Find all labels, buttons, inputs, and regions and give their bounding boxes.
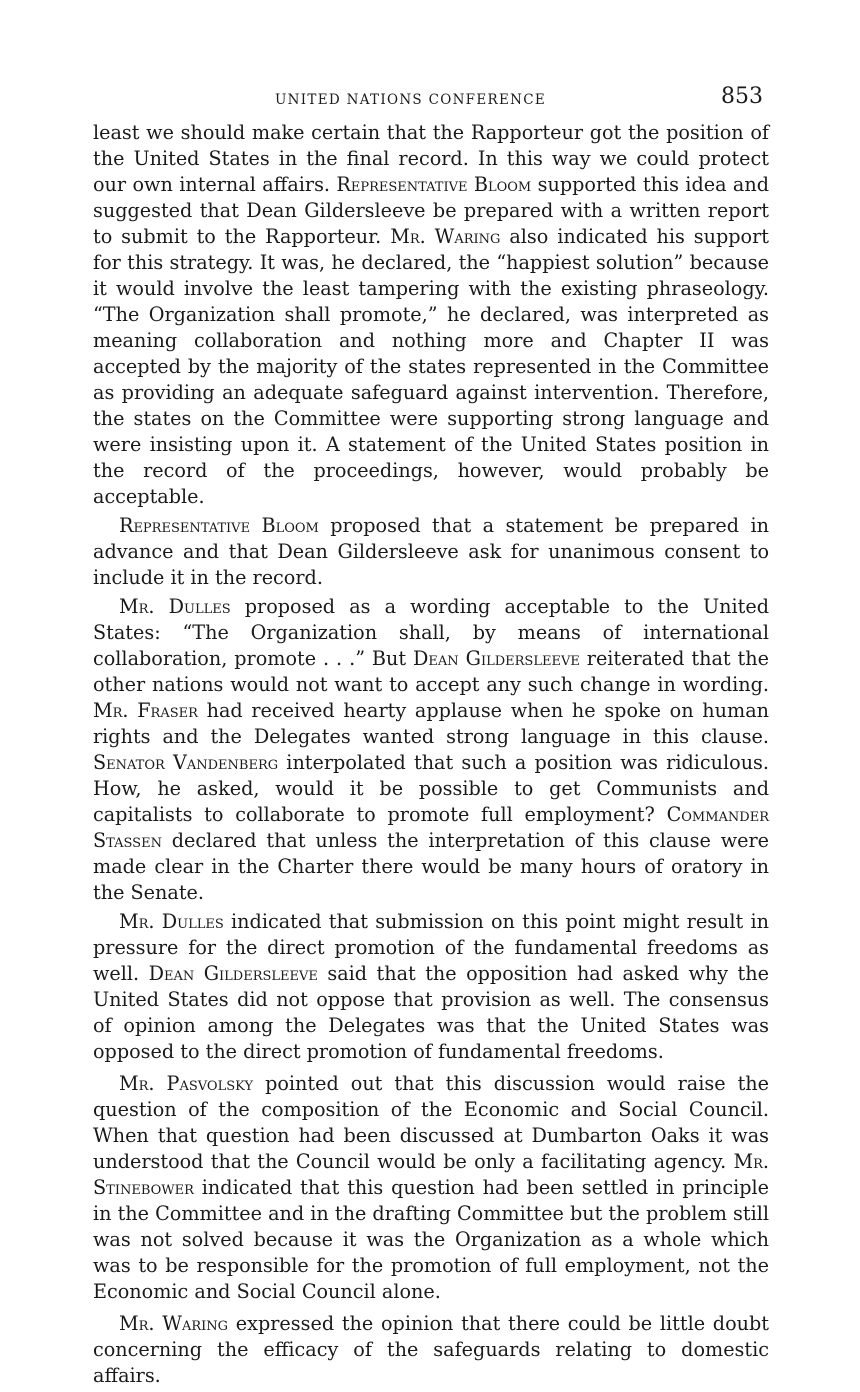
text-run: interpolated that such a position was ridiculous. How, he asked, would it be possible to get Communists and capitalists to collaborate to promote full employment? bbox=[93, 751, 769, 826]
text-run: least we should make certain that the Rapporteur got the position of the United States in the final record. In this way we could protect our own internal affairs. bbox=[93, 121, 769, 196]
paragraph-3 bbox=[93, 594, 769, 906]
text-run: proposed that a statement be prepared in advance and that Dean Gildersleeve ask for unanimous consent to include it in the record. bbox=[93, 514, 769, 589]
text-run: pointed out that this discussion would raise the question of the composition of the Economic and Social Council. When that question had been discussed at Dumbarton Oaks it was understood that the Council would be only a facilitating agency. bbox=[93, 1072, 769, 1173]
paragraph-6 bbox=[93, 1311, 769, 1389]
text-run: reiterated that the other nations would not want to accept any such change in wording. bbox=[93, 647, 769, 696]
paragraph-2 bbox=[93, 513, 769, 591]
speaker-name: Commander Stassen bbox=[93, 803, 769, 852]
text-run: indicated that this question had been settled in principle in the Committee and in the drafting Committee but the problem still was not solved because it was the Organization as a whole which was to be responsible for the promotion of full employment, not the Economic and Social Council alone. bbox=[93, 1176, 769, 1303]
running-title: UNITED NATIONS CONFERENCE bbox=[275, 92, 547, 108]
speaker-name: Dean Gildersleeve bbox=[413, 647, 580, 670]
speaker-name: Representative Bloom bbox=[119, 514, 319, 537]
speaker-name: Mr. Stinebower bbox=[93, 1150, 769, 1199]
text-run: declared that unless the interpretation of this clause were made clear in the Charter there would be many hours of oratory in the Senate. bbox=[93, 829, 769, 904]
speaker-name: Senator Vandenberg bbox=[93, 751, 279, 774]
text-run: expressed the opinion that there could be little doubt concerning the efficacy of the safeguards relating to domestic affairs. bbox=[93, 1312, 769, 1387]
paragraph-1 bbox=[93, 120, 769, 510]
paragraph-5 bbox=[93, 1071, 769, 1305]
paragraph-4 bbox=[93, 909, 769, 1065]
speaker-name: Dean Gildersleeve bbox=[148, 962, 318, 985]
speaker-name: Mr. Waring bbox=[390, 225, 501, 248]
speaker-name: Mr. Fraser bbox=[93, 699, 198, 722]
speaker-name: Mr. Pasvolsky bbox=[119, 1072, 254, 1095]
text-run: also indicated his support for this strategy. It was, he declared, the “happiest solution” because it would involve the least tampering with the existing phraseology. “The Organization shall promote,” he declared, was interpreted as meaning collaboration and nothing more and Chapter II was accepted by the majority of the states represented in the Committee as providing an adequate safeguard against intervention. Therefore, the states on the Committee were supporting strong language and were insisting upon it. A statement of the United States position in the record of the proceedings, however, would probably be acceptable. bbox=[93, 225, 769, 508]
document-page bbox=[93, 84, 769, 1392]
page-number: 853 bbox=[721, 84, 763, 109]
speaker-name: Representative Bloom bbox=[336, 173, 532, 196]
text-run: indicated that submission on this point might result in pressure for the direct promotion of the fundamental freedoms as well. bbox=[93, 910, 770, 985]
speaker-name: Mr. Waring bbox=[119, 1312, 229, 1335]
running-header bbox=[93, 84, 769, 114]
text-run: said that the opposition had asked why the United States did not oppose that provision as well. The consensus of opinion among the Delegates was that the United States was opposed to the direct promotion of fundamental freedoms. bbox=[93, 962, 769, 1063]
speaker-name: Mr. Dulles bbox=[119, 910, 224, 933]
text-run: supported this idea and suggested that Dean Gildersleeve be prepared with a written report to submit to the Rapporteur. bbox=[93, 173, 769, 248]
text-run: had received hearty applause when he spoke on human rights and the Delegates wanted strong language in this clause. bbox=[93, 699, 769, 748]
text-run: proposed as a wording acceptable to the United States: “The Organization shall, by means of international collaboration, promote . . .” But bbox=[93, 595, 769, 670]
speaker-name: Mr. Dulles bbox=[119, 595, 231, 618]
